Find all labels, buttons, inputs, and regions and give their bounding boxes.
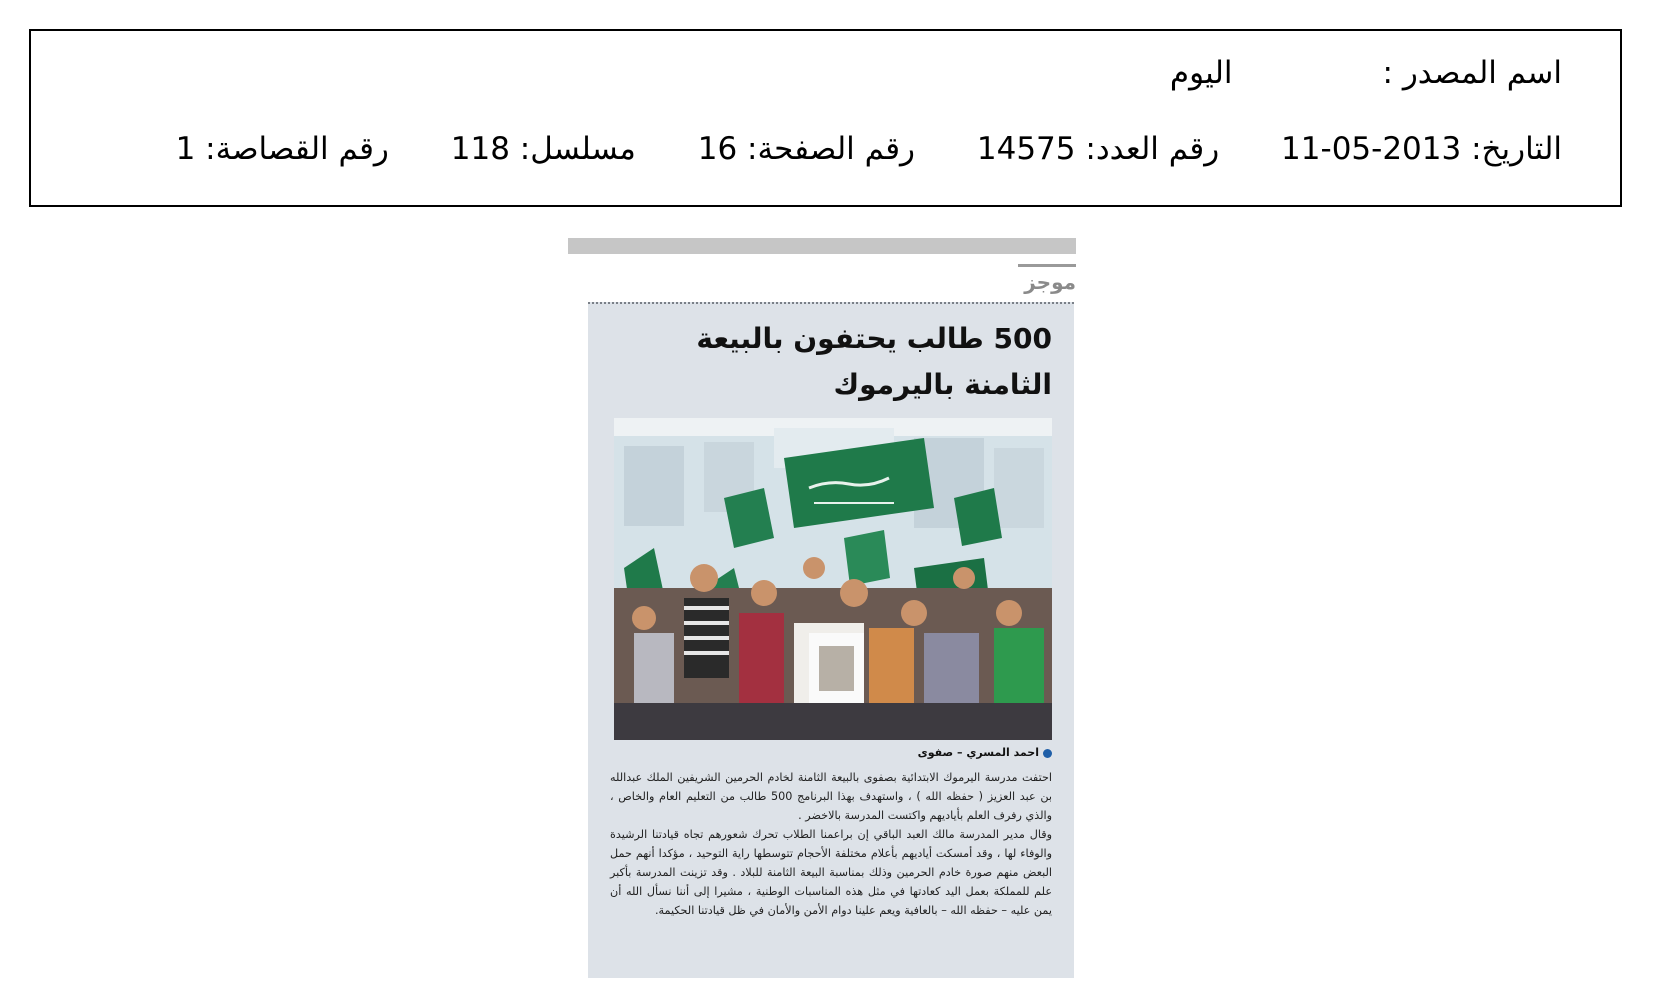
article-panel [588, 302, 1074, 978]
article-paragraph-1: احتفت مدرسة اليرموك الابتدائية بصفوى بالبيعة الثامنة لخادم الحرمين الشريفين الملك عبدالله بن عبد العزيز ( حفظه الله ) ، واستهدف بهذا البرنامج 500 طالب من التعليم العام والخاص ، والذي رفرف العلم بأياديهم واكتست المدرسة بالاخضر . [610, 771, 1052, 822]
bullet-dot-icon [1043, 749, 1052, 758]
clipping-info-box [29, 29, 1622, 207]
top-divider [568, 238, 1076, 254]
section-rule [1018, 264, 1076, 267]
source-label: اسم المصدر : [1382, 55, 1562, 91]
article-body [610, 768, 1052, 920]
source-row [1170, 53, 1562, 93]
serial-field: مسلسل: 118 [450, 131, 636, 167]
students-with-flags-photo [614, 418, 1052, 740]
newspaper-clipping [568, 238, 1076, 978]
section-label: موجز [1024, 270, 1076, 294]
page-number-field: رقم الصفحة: 16 [697, 131, 916, 167]
source-value: اليوم [1169, 55, 1233, 91]
byline-text: احمد المسري – صفوى [917, 746, 1039, 759]
article-headline: 500 طالب يحتفون بالبيعة الثامنة باليرموك [696, 322, 1052, 401]
clipping-number-field: رقم القصاصة: 1 [175, 131, 389, 167]
article-photo [614, 418, 1052, 740]
issue-number-field: رقم العدد: 14575 [976, 131, 1220, 167]
article-paragraph-2: وقال مدير المدرسة مالك العبد الباقي إن براعمنا الطلاب تحرك شعورهم تجاه قيادتنا الرشيدة والوفاء لها ، وقد أمسكت أياديهم بأعلام مختلفة الأحجام تتوسطها راية التوحيد ، مؤكدا أنهم حمل البعض منهم صورة خادم الحرمين وذلك بمناسبة البيعة الثامنة للبلاد . وقد تزينت المدرسة بأكبر علم للمملكة بعمل اليد كعادتها في مثل هذه المناسبات الوطنية ، مشيرا إلى أننا نسأل الله أن يمن عليه – حفظه الله – بالعافية ويعم علينا دوام الأمن والأمان في ظل قيادتنا الحكيمة. [610, 828, 1052, 917]
date-field: التاريخ: 2013-05-11 [1281, 131, 1562, 167]
article-byline [918, 746, 1052, 759]
metadata-row [176, 129, 1562, 169]
